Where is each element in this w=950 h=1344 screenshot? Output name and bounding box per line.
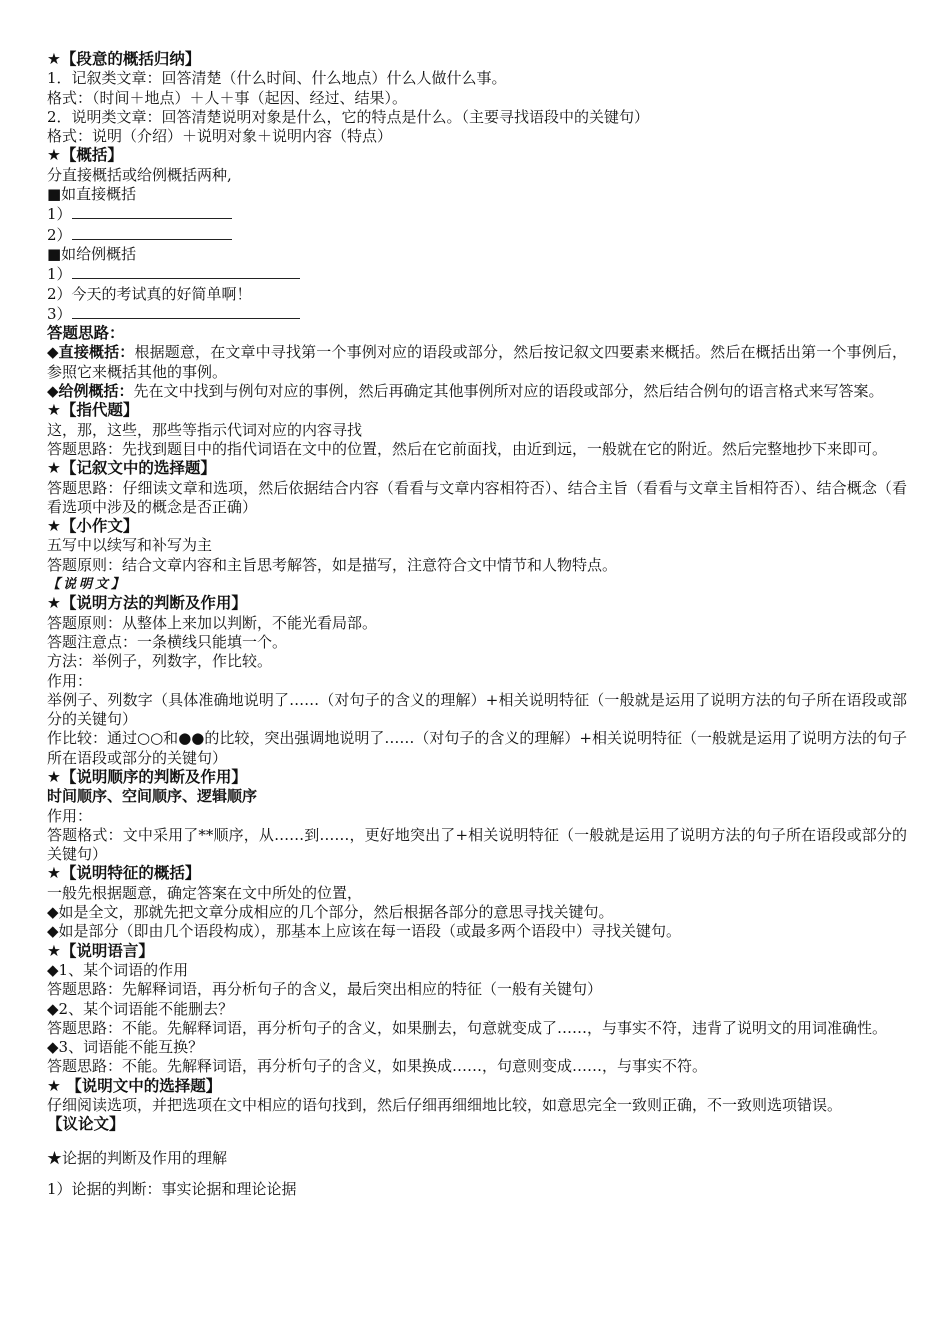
- text-line: 答题注意点：一条横线只能填一个。: [47, 632, 288, 651]
- text-line: 五写中以续写和补写为主: [47, 536, 213, 555]
- heading-explain-order: ★【说明顺序的判断及作用】: [47, 767, 247, 786]
- text-line: 1．记叙类文章：回答清楚（什么时间、什么地点）什么人做什么事。: [47, 69, 507, 88]
- text-line: 2．说明类文章：回答清楚说明对象是什么，它的特点是什么。（主要寻找语段中的关键句）: [47, 107, 650, 126]
- text-line: ◆如是全文，那就先把文章分成相应的几个部分，然后根据各部分的意思寻找关键句。: [47, 903, 614, 922]
- bold-label: ◆直接概括：: [47, 343, 135, 362]
- text-line: 方法：举例子，列数字，作比较。: [47, 652, 273, 671]
- paragraph: 仔细阅读选项，并把选项在文中相应的语句找到，然后仔细再细细地比较，如意思完全一致则正确，不一致则选项错误。: [47, 1096, 843, 1115]
- text-line: 作用：: [47, 671, 93, 690]
- heading-narrative-choice: ★【记叙文中的选择题】: [47, 459, 216, 478]
- paragraph: 答题思路：仔细读文章和选项，然后依据结合内容（看看与文章内容相符否）、结合主旨（看看与文章主旨相符否）、结合概念（看看选项中涉及的概念是否正确）: [47, 478, 907, 516]
- document-page: [47, 50, 907, 1199]
- text-line: 格式：说明（介绍）＋说明对象＋说明内容（特点）: [47, 127, 393, 146]
- heading-argumentative: 【议论文】: [47, 1115, 125, 1134]
- paragraph: 答题格式：文中采用了**顺序，从……到……，更好地突出了+相关说明特征（一般就是运用了说明方法的句子所在语段或部分的关键句）: [47, 825, 907, 864]
- text-line: ■如给例概括: [47, 244, 137, 263]
- text-line: 答题原则：结合文章内容和主旨思考解答，如是描写，注意符合文中情节和人物特点。: [47, 555, 618, 574]
- text-line: ◆3、词语能不能互换？: [47, 1038, 204, 1057]
- heading-pronoun: ★【指代题】: [47, 401, 139, 420]
- heading-expository-choice: ★ 【说明文中的选择题】: [47, 1076, 222, 1095]
- paragraph: 举例子、列数字（具体准确地说明了……（对句子的含义的理解）+相关说明特征（一般就是运用了说明方法的句子所在语段或部分的关键句）: [47, 690, 907, 729]
- text-line: ◆如是部分（即由几个语段构成），那基本上应该在每一语段（或最多两个语段中）寻找关键句。: [47, 922, 682, 941]
- heading-summary: ★【概括】: [47, 146, 123, 165]
- subheading-thinking: 答题思路：: [47, 324, 125, 343]
- answer-blank-line: [72, 264, 300, 279]
- text-line: ★论据的判断及作用的理解: [47, 1148, 228, 1167]
- heading-explain-features: ★【说明特征的概括】: [47, 864, 201, 883]
- example-item: 2）今天的考试真的好简单啊！: [47, 284, 252, 303]
- blank-item: [47, 204, 907, 224]
- text-line: 格式：（时间＋地点）＋人＋事（起因、经过、结果）。: [47, 88, 408, 107]
- text-line: 答题原则：从整体上来加以判断，不能光看局部。: [47, 613, 378, 632]
- text-line: ◆1、某个词语的作用: [47, 960, 189, 979]
- heading-explain-language: ★【说明语言】: [47, 941, 154, 960]
- text-line: 1）论据的判断：事实论据和理论论据: [47, 1179, 297, 1198]
- subheading-order-types: 时间顺序、空间顺序、逻辑顺序: [47, 787, 258, 806]
- item-number: 1）: [47, 265, 72, 284]
- paragraph-example-summary: ◆给例概括：先在文中找到与例句对应的事例，然后再确定其他事例所对应的语段或部分，然后结合例句的语言格式来写答案。: [47, 382, 884, 401]
- heading-short-essay: ★【小作文】: [47, 517, 139, 536]
- blank-item: [47, 304, 907, 324]
- paragraph: 答题思路：先找到题目中的指代词语在文中的位置，然后在它前面找，由近到远，一般就在它的附近。然后完整地抄下来即可。: [47, 439, 888, 458]
- section-label-expository: 【说明文】: [47, 577, 128, 593]
- paragraph: 作比较：通过○○和●●的比较，突出强调地说明了……（对句子的含义的理解）+相关说明特征（一般就是运用了说明方法的句子所在语段或部分的关键句）: [47, 729, 907, 767]
- item-number: 3）: [47, 304, 72, 323]
- heading-explain-method: ★【说明方法的判断及作用】: [47, 594, 247, 613]
- item-number: 1）: [47, 205, 72, 224]
- bold-label: ◆给例概括：: [47, 382, 134, 401]
- paragraph-direct-summary: ◆直接概括：根据题意，在文章中寻找第一个事例对应的语段或部分，然后按记叙文四要素来概括。然后在概括出第一个事例后，参照它来概括其他的事例。: [47, 343, 907, 381]
- item-number: 2）: [47, 225, 72, 244]
- answer-blank-line: [72, 204, 232, 219]
- text-line: 作用：: [47, 806, 93, 825]
- text-line: ■如直接概括: [47, 185, 137, 204]
- blank-item: [47, 225, 907, 245]
- blank-item: [47, 264, 907, 284]
- paragraph: 答题思路：不能。先解释词语，再分析句子的含义，如果删去，句意就变成了……，与事实不符，违背了说明文的用词准确性。: [47, 1018, 888, 1037]
- text-line: 分直接概括或给例概括两种,: [47, 165, 232, 184]
- answer-blank-line: [72, 225, 232, 240]
- text-line: ◆2、某个词语能不能删去？: [47, 999, 234, 1018]
- text-line: 一般先根据题意，确定答案在文中所处的位置，: [47, 883, 363, 902]
- text-line: 答题思路：先解释词语，再分析句子的含义，最后突出相应的特征（一般有关键句）: [47, 980, 603, 999]
- heading-paragraph-summary: ★【段意的概括归纳】: [47, 50, 201, 68]
- text-line: 这，那，这些，那些等指示代词对应的内容寻找: [47, 420, 363, 439]
- text-line: 答题思路：不能。先解释词语，再分析句子的含义，如果换成……，句意则变成……，与事实不符。: [47, 1057, 708, 1076]
- answer-blank-line: [72, 304, 300, 319]
